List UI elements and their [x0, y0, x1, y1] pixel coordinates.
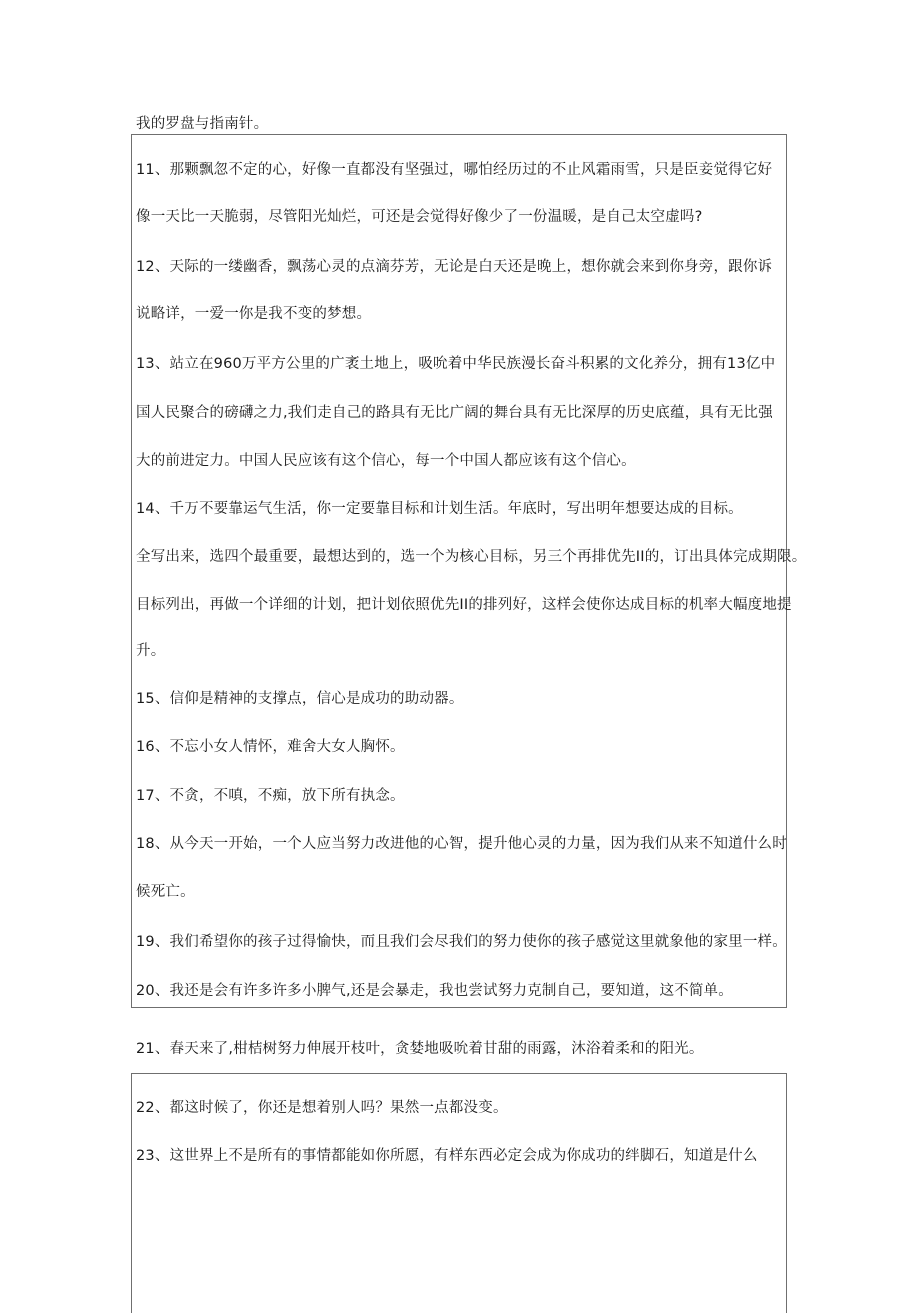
text-line: 15、信仰是精神的支撑点，信心是成功的助动器。	[136, 691, 464, 707]
text-line: 20、我还是会有许多许多小脾气,还是会暴走，我也尝试努力克制自己，要知道，这不简单。	[136, 983, 733, 999]
text-line: 我的罗盘与指南针。	[136, 116, 269, 132]
text-line: 候死亡。	[136, 884, 195, 900]
text-line: 说略详，一爱一你是我不变的梦想。	[136, 306, 372, 322]
text-line: 12、天际的一缕幽香，飘荡心灵的点滴芬芳，无论是白天还是晚上，想你就会来到你身旁，跟你诉	[136, 259, 773, 275]
text-line: 全写出来，选四个最重要，最想达到的，选一个为核心目标，另三个再排优先II的，订出具体完成期限。	[136, 549, 807, 565]
text-line: 14、千万不要靠运气生活，你一定要靠目标和计划生活。年底时，写出明年想要达成的目标。	[136, 501, 743, 517]
text-line: 11、那颗飘忽不定的心，好像一直都没有坚强过，哪怕经历过的不止风霜雨雪，只是臣妾觉得它好	[136, 162, 773, 178]
text-line: 目标列出，再做一个详细的计划，把计划依照优先II的排列好，这样会使你达成目标的机率大幅度地提	[136, 597, 792, 613]
text-line: 像一天比一天脆弱，尽管阳光灿烂，可还是会觉得好像少了一份温暖，是自己太空虚吗?	[136, 209, 703, 225]
text-line: 23、这世界上不是所有的事情都能如你所愿，有样东西必定会成为你成功的绊脚石，知道是什么	[136, 1148, 758, 1164]
text-line: 国人民聚合的磅礴之力,我们走自己的路具有无比广阔的舞台具有无比深厚的历史底蕴，具有无比强	[136, 405, 773, 421]
text-line: 16、不忘小女人情怀，难舍大女人胸怀。	[136, 739, 405, 755]
text-line: 19、我们希望你的孩子过得愉快，而且我们会尽我们的努力使你的孩子感觉这里就象他的家里一样。	[136, 934, 787, 950]
text-line: 13、站立在960万平方公里的广袤土地上，吸吮着中华民族漫长奋斗积累的文化养分，拥有13亿中	[136, 356, 776, 372]
text-line: 大的前进定力。中国人民应该有这个信心，每一个中国人都应该有这个信心。	[136, 453, 636, 469]
text-line: 21、春天来了,柑桔树努力伸展开枝叶，贪婪地吸吮着甘甜的雨露，沐浴着柔和的阳光。	[136, 1041, 704, 1057]
text-line: 18、从今天一开始，一个人应当努力改进他的心智，提升他心灵的力量，因为我们从来不知道什么时	[136, 836, 787, 852]
text-line: 升。	[136, 643, 166, 659]
text-line: 22、都这时候了，你还是想着别人吗？果然一点都没变。	[136, 1100, 508, 1116]
text-line: 17、不贪，不嗔，不痴，放下所有执念。	[136, 788, 405, 804]
